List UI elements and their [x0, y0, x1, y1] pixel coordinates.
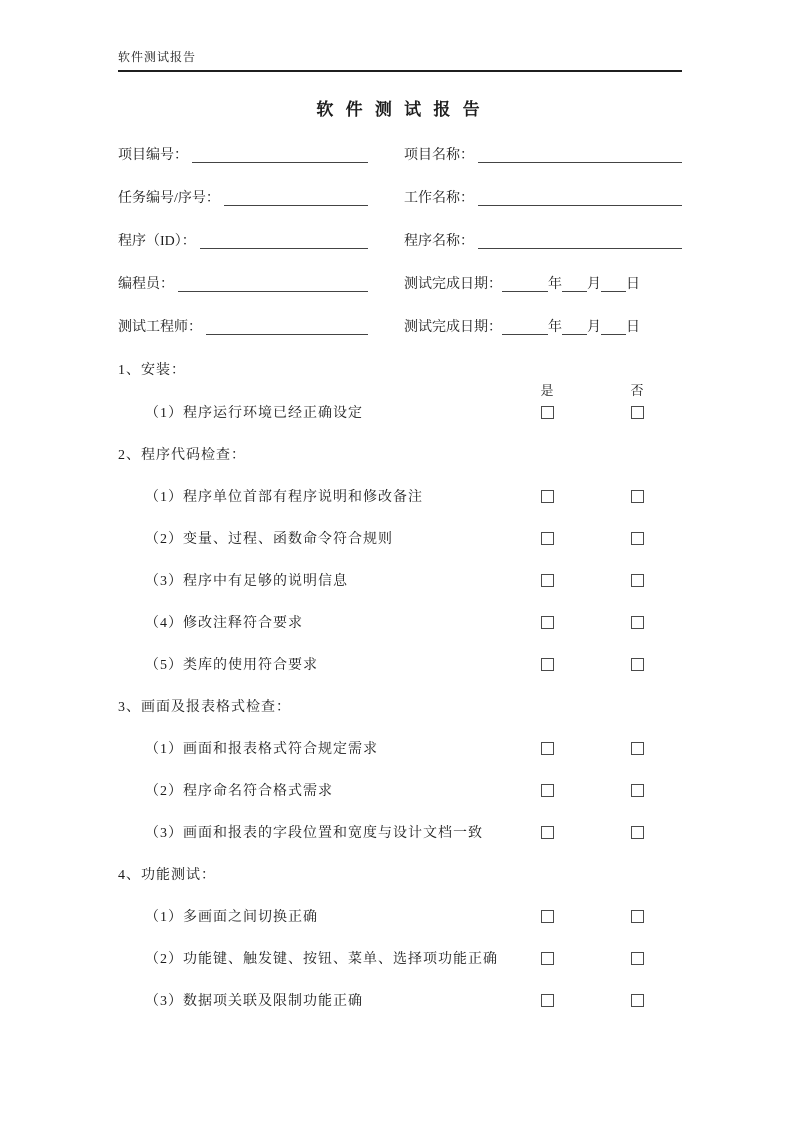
year-unit: 年 — [548, 277, 562, 292]
month-blank[interactable] — [562, 275, 587, 292]
task-number-label: 任务编号/序号： — [118, 191, 220, 206]
tester-blank[interactable] — [206, 318, 368, 335]
section-title-ui-report-format: 3、画面及报表格式检查： — [118, 700, 291, 715]
tester-label: 测试工程师： — [118, 320, 202, 335]
running-header-text: 软件测试报告 — [118, 50, 197, 64]
page-title: 软 件 测 试 报 告 — [316, 100, 484, 119]
programmer-field — [118, 275, 368, 295]
running-header — [118, 48, 682, 72]
project-name-field — [404, 146, 682, 166]
checkbox-yes[interactable] — [541, 910, 554, 923]
form-row-program — [118, 232, 682, 252]
check-item-text: （3）数据项关联及限制功能正确 — [145, 994, 363, 1009]
project-name-label: 项目名称： — [404, 148, 474, 163]
check-item — [118, 782, 682, 802]
checkbox-no[interactable] — [631, 406, 644, 419]
checkbox-yes[interactable] — [541, 616, 554, 629]
section-title-code-check: 2、程序代码检查： — [118, 448, 246, 463]
project-number-blank[interactable] — [192, 146, 368, 163]
test-date-label-1: 测试完成日期： — [404, 277, 502, 292]
form-row-tester — [118, 318, 682, 338]
checkbox-yes[interactable] — [541, 952, 554, 965]
month-unit: 月 — [587, 277, 601, 292]
check-item-text: （2）变量、过程、函数命令符合规则 — [145, 532, 393, 547]
checklist — [118, 361, 682, 1012]
check-item-text: （2）功能键、触发键、按钮、菜单、选择项功能正确 — [145, 952, 498, 967]
job-name-blank[interactable] — [478, 189, 682, 206]
month-blank[interactable] — [562, 318, 587, 335]
check-item-text: （3）程序中有足够的说明信息 — [145, 574, 348, 589]
yes-no-header-row — [118, 383, 682, 399]
day-unit: 日 — [626, 277, 640, 292]
checkbox-no[interactable] — [631, 784, 644, 797]
tester-field — [118, 318, 368, 338]
checkbox-yes[interactable] — [541, 784, 554, 797]
checkbox-yes[interactable] — [541, 574, 554, 587]
test-date-field-2 — [404, 318, 682, 338]
project-number-field — [118, 146, 368, 166]
checkbox-yes[interactable] — [541, 994, 554, 1007]
job-name-field — [404, 189, 682, 209]
project-number-label: 项目编号： — [118, 148, 188, 163]
check-item — [118, 614, 682, 634]
check-item-text: （3）画面和报表的字段位置和宽度与设计文档一致 — [145, 826, 483, 841]
task-number-field — [118, 189, 368, 209]
day-unit: 日 — [626, 320, 640, 335]
task-number-blank[interactable] — [224, 189, 368, 206]
program-name-label: 程序名称： — [404, 234, 474, 249]
program-id-blank[interactable] — [200, 232, 368, 249]
checkbox-no[interactable] — [631, 742, 644, 755]
check-item-text: （4）修改注释符合要求 — [145, 616, 303, 631]
check-item — [118, 950, 682, 970]
day-blank[interactable] — [601, 318, 626, 335]
program-id-label: 程序（ID）： — [118, 234, 196, 249]
checkbox-no[interactable] — [631, 490, 644, 503]
programmer-blank[interactable] — [178, 275, 368, 292]
check-item — [118, 488, 682, 508]
check-item — [118, 530, 682, 550]
checkbox-no[interactable] — [631, 532, 644, 545]
year-unit: 年 — [548, 320, 562, 335]
checkbox-no[interactable] — [631, 616, 644, 629]
year-blank[interactable] — [502, 318, 548, 335]
checkbox-yes[interactable] — [541, 826, 554, 839]
job-name-label: 工作名称： — [404, 191, 474, 206]
check-item — [118, 404, 682, 424]
checkbox-yes[interactable] — [541, 532, 554, 545]
section-title-function-test: 4、功能测试： — [118, 868, 216, 883]
program-name-blank[interactable] — [478, 232, 682, 249]
check-item — [118, 740, 682, 760]
test-date-field-1 — [404, 275, 682, 295]
check-item-text: （1）程序运行环境已经正确设定 — [145, 406, 363, 421]
check-item-text: （1）画面和报表格式符合规定需求 — [145, 742, 378, 757]
form-row-project — [118, 146, 682, 166]
checkbox-no[interactable] — [631, 994, 644, 1007]
checkbox-no[interactable] — [631, 658, 644, 671]
program-name-field — [404, 232, 682, 252]
day-blank[interactable] — [601, 275, 626, 292]
check-item — [118, 908, 682, 928]
test-date-label-2: 测试完成日期： — [404, 320, 502, 335]
programmer-label: 编程员： — [118, 277, 174, 292]
checkbox-yes[interactable] — [541, 406, 554, 419]
month-unit: 月 — [587, 320, 601, 335]
check-item-text: （1）程序单位首部有程序说明和修改备注 — [145, 490, 423, 505]
check-item-text: （1）多画面之间切换正确 — [145, 910, 318, 925]
program-id-field — [118, 232, 368, 252]
year-blank[interactable] — [502, 275, 548, 292]
checkbox-no[interactable] — [631, 952, 644, 965]
check-item — [118, 824, 682, 844]
project-name-blank[interactable] — [478, 146, 682, 163]
section-title-install: 1、安装： — [118, 363, 186, 378]
form-row-task — [118, 189, 682, 209]
form-row-programmer — [118, 275, 682, 295]
checkbox-yes[interactable] — [541, 742, 554, 755]
check-item — [118, 656, 682, 676]
check-item-text: （2）程序命名符合格式需求 — [145, 784, 333, 799]
yes-column-header: 是 — [540, 383, 554, 398]
check-item — [118, 992, 682, 1012]
form-fields — [118, 146, 682, 338]
check-item — [118, 572, 682, 592]
checkbox-no[interactable] — [631, 910, 644, 923]
checkbox-no[interactable] — [631, 574, 644, 587]
checkbox-no[interactable] — [631, 826, 644, 839]
checkbox-yes[interactable] — [541, 658, 554, 671]
checkbox-yes[interactable] — [541, 490, 554, 503]
no-column-header: 否 — [630, 383, 644, 398]
check-item-text: （5）类库的使用符合要求 — [145, 658, 318, 673]
